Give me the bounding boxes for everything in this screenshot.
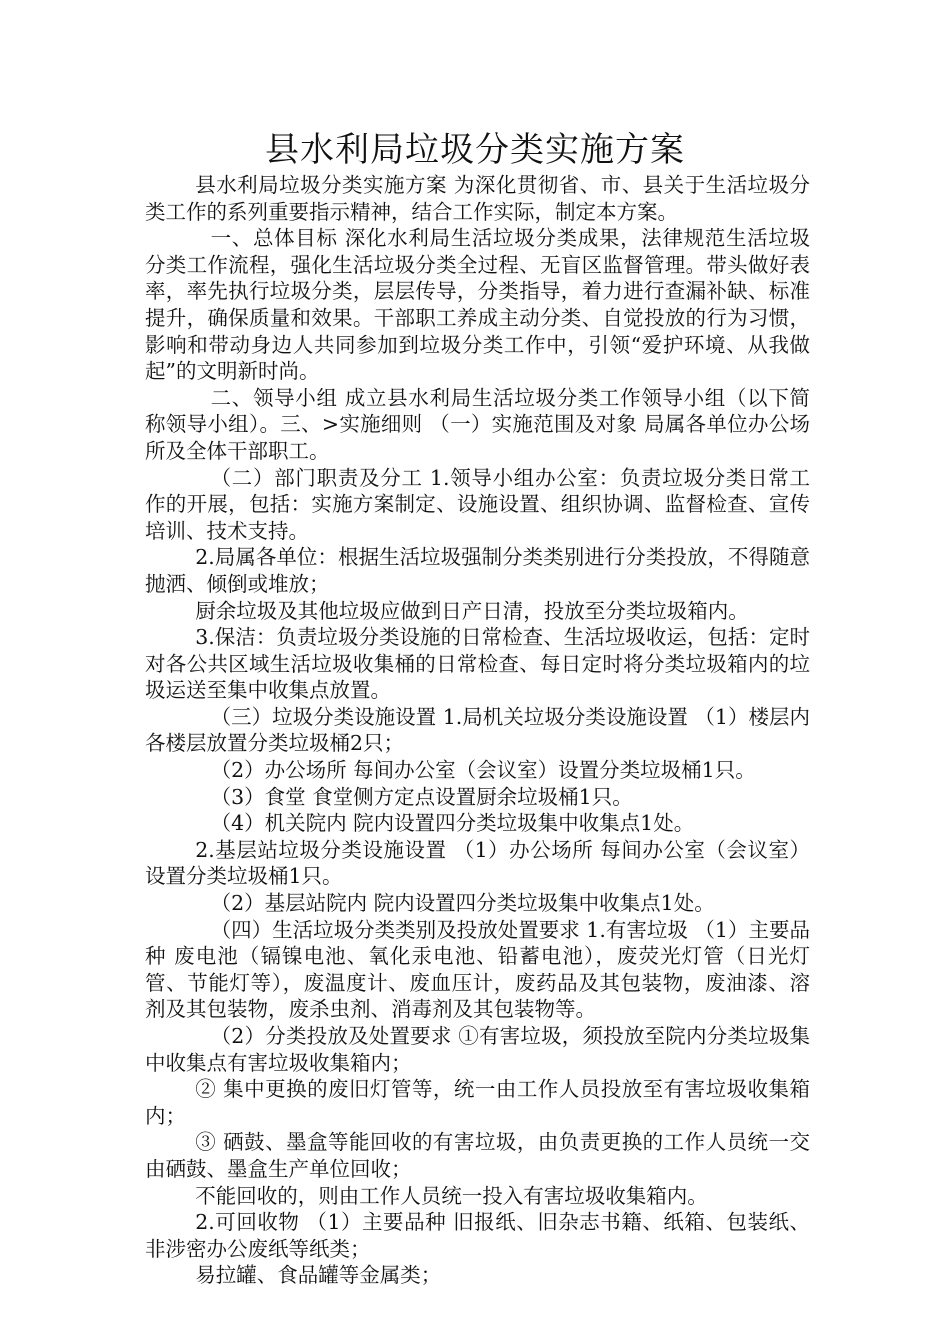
- paragraph-general-goal: 一、总体目标 深化水利局生活垃圾分类成果，法律规范生活垃圾分类工作流程，强化生活垃圾分类全过程、无盲区监督管理。带头做好表率，率先执行垃圾分类，层层传导，分类指导，着力进行查漏补缺、标准提升，确保质量和效果。干部职工养成主动分类、自觉投放的行为习惯，影响和带动身边人共同参加到垃圾分类工作中，引领“爱护环境、从我做起”的文明新时尚。: [145, 226, 810, 384]
- paragraph-disposal-requirements: （2）分类投放及处置要求 ①有害垃圾，须投放至院内分类垃圾集中收集点有害垃圾收集箱内；: [145, 1024, 810, 1075]
- paragraph-responsibilities: （二）部门职责及分工 1.领导小组办公室：负责垃圾分类日常工作的开展，包括：实施方案制定、设施设置、组织协调、监督检查、宣传培训、技术支持。: [145, 465, 810, 543]
- paragraph-station-facilities: 2.基层站垃圾分类设施设置 （1）办公场所 每间办公室（会议室）设置分类垃圾桶1只。: [145, 837, 810, 889]
- paragraph-cleaning: 3.保洁：负责垃圾分类设施的日常检查、生活垃圾收运，包括：定时对各公共区域生活垃圾收集桶的日常检查、每日定时将分类垃圾箱内的垃圾运送至集中收集点放置。: [145, 625, 810, 703]
- paragraph-office-bins: （2）办公场所 每间办公室（会议室）设置分类垃圾桶1只。: [210, 758, 756, 783]
- paragraph-toner: ③ 硒鼓、墨盒等能回收的有害垃圾，由负责更换的工作人员统一交由硒鼓、墨盒生产单位回收；: [145, 1130, 810, 1181]
- paragraph-lamp-tubes: ② 集中更换的废旧灯管等，统一由工作人员投放至有害垃圾收集箱内；: [145, 1077, 810, 1128]
- paragraph-kitchen-waste: 厨余垃圾及其他垃圾应做到日产日清，投放至分类垃圾箱内。: [195, 598, 749, 623]
- paragraph-station-courtyard: （2）基层站院内 院内设置四分类垃圾集中收集点1处。: [210, 891, 715, 916]
- paragraph-categories: （四）生活垃圾分类类别及投放处置要求 1.有害垃圾 （1）主要品种 废电池（镉镍电池、氧化汞电池、铅蓄电池），废荧光灯管（日光灯管、节能灯等），废温度计、废血压计，废药品及其包装物，废油漆、溶剂及其包装物，废杀虫剂、消毒剂及其包装物等。: [145, 917, 810, 1022]
- paragraph-units: 2.局属各单位：根据生活垃圾强制分类类别进行分类投放，不得随意抛洒、倾倒或堆放；: [145, 545, 810, 596]
- paragraph-leading-group: 二、领导小组 成立县水利局生活垃圾分类工作领导小组（以下简称领导小组）。三、>实施细则 （一）实施范围及对象 局属各单位办公场所及全体干部职工。: [145, 385, 810, 463]
- paragraph-courtyard: （4）机关院内 院内设置四分类垃圾集中收集点1处。: [210, 811, 695, 836]
- paragraph-recyclables: 2.可回收物 （1）主要品种 旧报纸、旧杂志书籍、纸箱、包装纸、非涉密办公废纸等纸类；: [145, 1210, 810, 1261]
- paragraph-canteen: （3）食堂 食堂侧方定点设置厨余垃圾桶1只。: [210, 784, 633, 809]
- paragraph-facilities: （三）垃圾分类设施设置 1.局机关垃圾分类设施设置 （1）楼层内 各楼层放置分类垃圾桶2只；: [145, 704, 810, 756]
- paragraph-non-recyclable: 不能回收的，则由工作人员统一投入有害垃圾收集箱内。: [195, 1183, 708, 1208]
- paragraph-intro: 县水利局垃圾分类实施方案 为深化贯彻省、市、县关于生活垃圾分类工作的系列重要指示精神，结合工作实际，制定本方案。: [145, 173, 810, 224]
- document-body: [145, 172, 810, 1289]
- document-title: 县水利局垃圾分类实施方案: [265, 130, 685, 170]
- paragraph-metals: 易拉罐、食品罐等金属类；: [195, 1263, 442, 1288]
